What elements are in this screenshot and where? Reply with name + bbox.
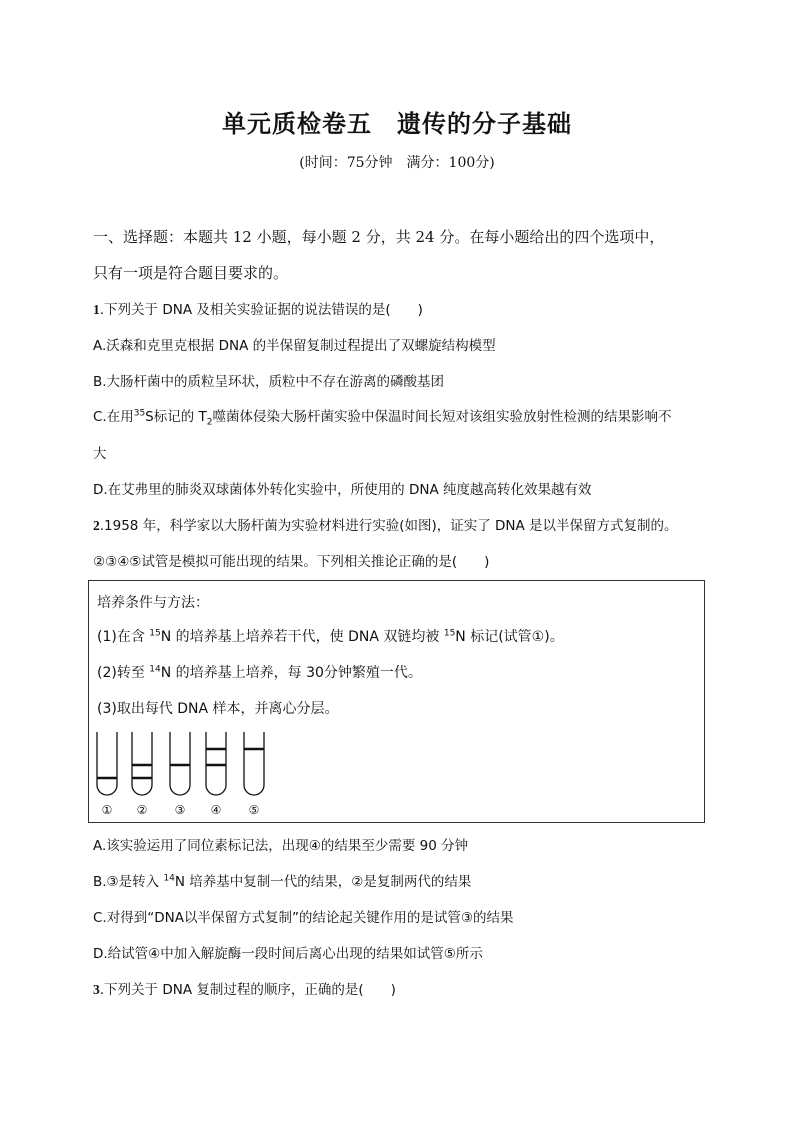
option-text: 噬菌体侵染大肠杆菌实验中保温时间长短对该组实验放射性检测的结果影响不 [212,409,672,425]
step-text: N 的培养基上培养，每 30分钟繁殖一代。 [160,665,422,681]
question-2-option-a: A.该实验运用了同位素标记法，出现④的结果至少需要 90 分钟 [93,838,469,854]
test-tube-5 [244,732,264,795]
isotope-superscript: 14 [163,873,175,884]
question-text: .下列关于 DNA 复制过程的顺序，正确的是( ) [99,982,396,998]
test-tube-2 [132,732,152,795]
isotope-superscript: 15 [149,628,161,639]
question-1-stem [93,298,713,318]
question-number: 3 [93,982,100,997]
isotope-superscript: 15 [443,628,456,639]
option-text: B.③是转入 [93,874,164,890]
question-1-option-c [93,405,713,428]
question-3-stem [93,978,713,998]
question-2-option-c: C.对得到“DNA以半保留方式复制”的结论起关键作用的是试管③的结果 [93,910,514,926]
isotope-superscript: 35 [133,408,146,419]
page-title: 单元质检卷五 遗传的分子基础 [222,109,572,138]
question-2-stem-line2: ②③④⑤试管是模拟可能出现的结果。下列相关推论正确的是( ) [93,554,490,570]
question-number: 1 [93,302,100,317]
exam-info: (时间：75分钟 满分：100分) [299,155,495,171]
tube-label-4: ④ [210,803,222,817]
question-text: .下列关于 DNA 及相关实验证据的说法错误的是( ) [99,302,423,318]
question-1-option-b: B.大肠杆菌中的质粒呈环状，质粒中不存在游离的磷酸基团 [93,374,445,390]
step-text: N 标记(试管①)。 [455,629,564,645]
question-2-stem-line1 [93,514,713,534]
question-number: 2 [93,518,100,533]
test-tube-3 [170,732,190,795]
tube-label-1: ① [101,803,113,817]
step-text: (2)转至 [97,665,150,681]
experiment-box [88,580,705,823]
option-text: N 培养基中复制一代的结果，②是复制两代的结果 [174,874,472,890]
option-text: C.在用 [93,409,134,425]
tube-label-5: ⑤ [248,803,260,817]
tube-label-2: ② [136,803,148,817]
test-tube-1 [97,732,117,795]
question-text: .1958 年，科学家以大肠杆菌为实验材料进行实验(如图)，证实了 DNA 是以半保留方式复制的。 [99,518,678,534]
test-tube-4 [206,732,226,795]
tube-label-3: ③ [174,803,186,817]
question-1-option-a: A.沃森和克里克根据 DNA 的半保留复制过程提出了双螺旋结构模型 [93,338,496,354]
option-text: S标记的 T [145,409,207,425]
question-1-option-c-cont: 大 [93,446,107,462]
step-text: N 的培养基上培养若干代，使 DNA 双链均被 [160,629,444,645]
box-heading: 培养条件与方法： [97,595,209,611]
section-instructions-line1: 一、选择题：本题共 12 小题，每小题 2 分，共 24 分。在每小题给出的四个选项中， [93,228,665,246]
step-text: (1)在含 [97,629,150,645]
question-1-option-d: D.在艾弗里的肺炎双球菌体外转化实验中，所使用的 DNA 纯度越高转化效果越有效 [93,482,592,498]
box-step-3: (3)取出每代 DNA 样本，并离心分层。 [97,701,339,717]
isotope-superscript: 14 [149,664,161,675]
phage-subscript: 2 [206,417,213,428]
test-tubes-figure [89,581,704,822]
question-2-option-b [93,870,713,890]
section-instructions-line2: 只有一项是符合题目要求的。 [93,264,289,282]
question-2-option-d: D.给试管④中加入解旋酶一段时间后离心出现的结果如试管⑤所示 [93,946,483,962]
